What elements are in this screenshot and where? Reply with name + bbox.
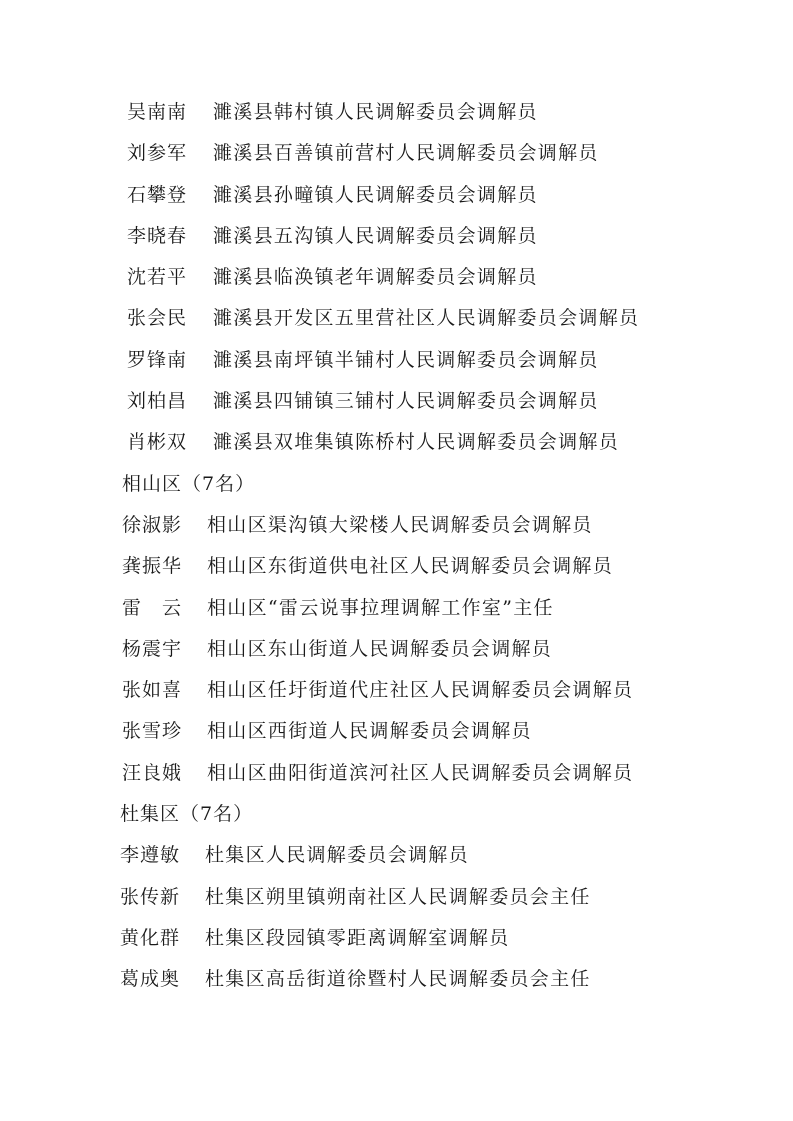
list-item	[0, 629, 793, 670]
person-name: 汪良娥	[122, 761, 183, 784]
person-name: 张会民	[127, 307, 188, 330]
person-role: 相山区西街道人民调解委员会调解员	[207, 720, 532, 743]
list-item	[0, 835, 793, 876]
section-heading-row	[0, 464, 793, 505]
list-item	[0, 877, 793, 918]
person-name: 李晓春	[127, 224, 188, 247]
person-name: 张传新	[120, 885, 181, 908]
list-item	[0, 133, 793, 174]
list-item	[0, 422, 793, 463]
person-role: 濉溪县韩村镇人民调解委员会调解员	[213, 101, 538, 123]
list-item	[0, 711, 793, 752]
person-name: 龚振华	[122, 555, 183, 578]
person-name: 张如喜	[122, 679, 183, 702]
list-item	[0, 959, 793, 1000]
person-name: 葛成奥	[120, 968, 181, 991]
person-name: 雷 云	[122, 596, 183, 619]
list-item	[0, 175, 793, 216]
person-name: 李遵敏	[120, 844, 181, 867]
list-item	[0, 918, 793, 959]
person-role: 相山区东山街道人民调解委员会调解员	[207, 637, 553, 660]
person-name: 石攀登	[127, 183, 188, 206]
person-name: 黄化群	[120, 926, 181, 949]
person-role: 濉溪县四铺镇三铺村人民调解委员会调解员	[213, 390, 599, 413]
list-item	[0, 546, 793, 587]
list-item	[0, 298, 793, 339]
section-heading-row	[0, 794, 793, 835]
person-role: 濉溪县孙疃镇人民调解委员会调解员	[213, 183, 538, 206]
person-role: 濉溪县双堆集镇陈桥村人民调解委员会调解员	[213, 431, 620, 454]
mediator-list	[0, 92, 793, 1001]
person-name: 刘柏昌	[127, 390, 188, 413]
person-name: 罗锋南	[127, 348, 188, 371]
person-role: 相山区渠沟镇大梁楼人民调解委员会调解员	[207, 513, 593, 536]
person-role: 相山区东街道供电社区人民调解委员会调解员	[207, 555, 614, 578]
person-role: 濉溪县南坪镇半铺村人民调解委员会调解员	[213, 348, 599, 371]
person-role: 濉溪县开发区五里营社区人民调解委员会调解员	[213, 307, 640, 330]
person-role: 杜集区高岳街道徐暨村人民调解委员会主任	[205, 968, 591, 991]
section-heading: 相山区（7名）	[122, 472, 256, 495]
list-item	[0, 588, 793, 629]
person-role: 相山区“雷云说事拉理调解工作室”主任	[207, 596, 554, 619]
person-name: 沈若平	[127, 266, 188, 289]
list-item	[0, 340, 793, 381]
person-name: 张雪珍	[122, 720, 183, 743]
section-heading: 杜集区（7名）	[120, 803, 254, 826]
list-item	[0, 216, 793, 257]
person-name: 刘参军	[127, 142, 188, 165]
person-name: 徐淑影	[122, 513, 183, 536]
list-item	[0, 381, 793, 422]
list-item	[0, 92, 793, 133]
person-role: 杜集区段园镇零距离调解室调解员	[205, 926, 510, 949]
person-role: 濉溪县临涣镇老年调解委员会调解员	[213, 266, 538, 289]
list-item	[0, 670, 793, 711]
person-role: 濉溪县百善镇前营村人民调解委员会调解员	[213, 142, 599, 165]
list-item	[0, 257, 793, 298]
person-role: 相山区任圩街道代庄社区人民调解委员会调解员	[207, 679, 634, 702]
person-name: 肖彬双	[127, 431, 188, 454]
person-name: 吴南南	[127, 101, 188, 123]
list-item	[0, 505, 793, 546]
person-role: 杜集区人民调解委员会调解员	[205, 844, 469, 867]
person-name: 杨震宇	[122, 637, 183, 660]
person-role: 相山区曲阳街道滨河社区人民调解委员会调解员	[207, 761, 634, 784]
person-role: 杜集区朔里镇朔南社区人民调解委员会主任	[205, 885, 591, 908]
list-item	[0, 753, 793, 794]
person-role: 濉溪县五沟镇人民调解委员会调解员	[213, 224, 538, 247]
